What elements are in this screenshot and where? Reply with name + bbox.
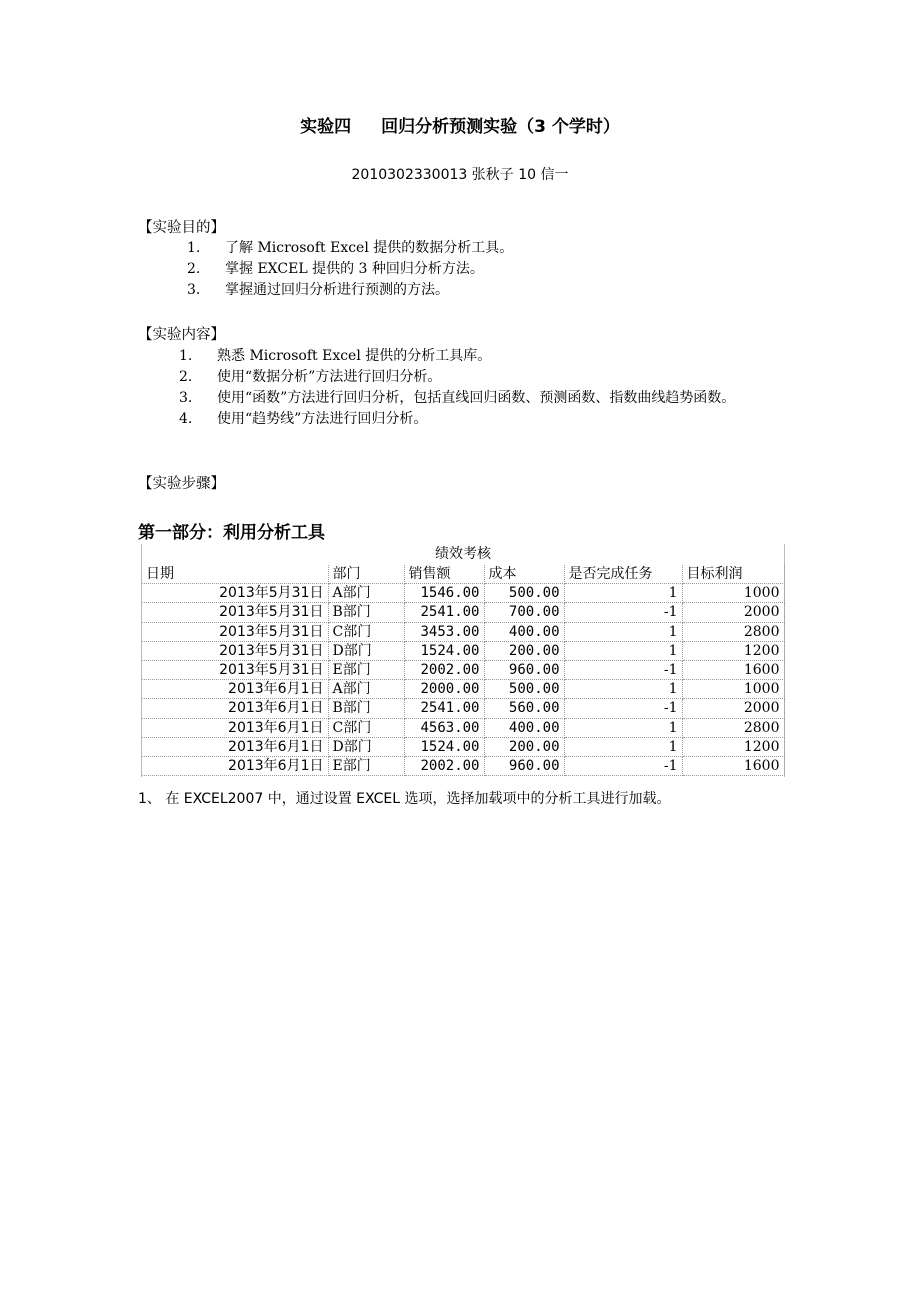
table-row — [142, 756, 784, 775]
cell-dept: E部门 — [328, 756, 404, 775]
cell-profit: 2000 — [682, 699, 784, 718]
table-row — [142, 660, 784, 679]
list-item — [179, 367, 789, 388]
cell-profit: 2800 — [682, 718, 784, 737]
header-dept: 部门 — [328, 565, 404, 584]
cell-date: 2013年5月31日 — [142, 641, 328, 660]
author-line: 2010302330013 张秋子 10 信一 — [351, 167, 569, 183]
cell-sales: 2541.00 — [404, 603, 484, 622]
cell-cost: 500.00 — [484, 680, 564, 699]
list-item — [187, 238, 747, 259]
cell-dept: D部门 — [328, 737, 404, 756]
list-text: 掌握 EXCEL 提供的 3 种回归分析方法。 — [225, 261, 484, 277]
cell-dept: A部门 — [328, 680, 404, 699]
list-number: 2. — [187, 261, 201, 277]
cell-date: 2013年6月1日 — [142, 699, 328, 718]
cell-date: 2013年5月31日 — [142, 603, 328, 622]
cell-cost: 200.00 — [484, 641, 564, 660]
cell-date: 2013年6月1日 — [142, 718, 328, 737]
cell-sales: 4563.00 — [404, 718, 484, 737]
cell-task: 1 — [564, 718, 682, 737]
header-task: 是否完成任务 — [564, 565, 682, 584]
cell-dept: E部门 — [328, 660, 404, 679]
data-table — [142, 565, 785, 776]
table-row — [142, 584, 784, 603]
cell-dept: D部门 — [328, 641, 404, 660]
content-heading: 【实验内容】 — [138, 327, 225, 343]
list-item — [179, 409, 789, 430]
cell-dept: C部门 — [328, 622, 404, 641]
list-item — [187, 280, 747, 301]
list-number: 4. — [179, 411, 193, 427]
table-row — [142, 718, 784, 737]
list-number: 2. — [179, 369, 193, 385]
list-number: 1. — [187, 240, 201, 256]
cell-task: -1 — [564, 699, 682, 718]
cell-cost: 960.00 — [484, 756, 564, 775]
list-number: 3. — [179, 390, 193, 406]
cell-date: 2013年6月1日 — [142, 680, 328, 699]
cell-cost: 560.00 — [484, 699, 564, 718]
cell-profit: 1200 — [682, 737, 784, 756]
list-text: 使用“趋势线”方法进行回归分析。 — [217, 411, 428, 427]
cell-cost: 700.00 — [484, 603, 564, 622]
cell-profit: 1200 — [682, 641, 784, 660]
table-row — [142, 737, 784, 756]
content-list — [179, 346, 789, 430]
cell-task: -1 — [564, 603, 682, 622]
list-text: 使用“数据分析”方法进行回归分析。 — [217, 369, 442, 385]
cell-profit: 2000 — [682, 603, 784, 622]
cell-dept: B部门 — [328, 699, 404, 718]
cell-task: 1 — [564, 622, 682, 641]
cell-cost: 960.00 — [484, 660, 564, 679]
cell-sales: 2000.00 — [404, 680, 484, 699]
cell-date: 2013年5月31日 — [142, 622, 328, 641]
cell-profit: 1000 — [682, 680, 784, 699]
cell-task: -1 — [564, 660, 682, 679]
list-text: 了解 Microsoft Excel 提供的数据分析工具。 — [225, 240, 514, 256]
cell-sales: 3453.00 — [404, 622, 484, 641]
cell-profit: 2800 — [682, 622, 784, 641]
purpose-list — [187, 238, 747, 301]
table-row — [142, 641, 784, 660]
cell-task: 1 — [564, 737, 682, 756]
list-text: 掌握通过回归分析进行预测的方法。 — [225, 282, 449, 298]
cell-sales: 2002.00 — [404, 660, 484, 679]
cell-sales: 2541.00 — [404, 699, 484, 718]
list-text: 熟悉 Microsoft Excel 提供的分析工具库。 — [217, 348, 492, 364]
page-title — [0, 112, 920, 137]
cell-sales: 2002.00 — [404, 756, 484, 775]
table-row — [142, 699, 784, 718]
cell-sales: 1524.00 — [404, 641, 484, 660]
cell-task: 1 — [564, 641, 682, 660]
cell-task: -1 — [564, 756, 682, 775]
header-cost: 成本 — [484, 565, 564, 584]
cell-task: 1 — [564, 584, 682, 603]
title-left: 实验四 — [300, 117, 352, 137]
list-text: 使用“函数”方法进行回归分析，包括直线回归函数、预测函数、指数曲线趋势函数。 — [217, 390, 736, 406]
cell-profit: 1000 — [682, 584, 784, 603]
title-right: 回归分析预测实验（3 个学时） — [381, 117, 620, 137]
cell-dept: C部门 — [328, 718, 404, 737]
header-sales: 销售额 — [404, 565, 484, 584]
part-title: 第一部分：利用分析工具 — [138, 523, 325, 543]
cell-date: 2013年5月31日 — [142, 584, 328, 603]
cell-dept: A部门 — [328, 584, 404, 603]
sheet-title: 绩效考核 — [435, 546, 491, 562]
cell-cost: 400.00 — [484, 622, 564, 641]
table-row — [142, 680, 784, 699]
table-row — [142, 622, 784, 641]
cell-date: 2013年5月31日 — [142, 660, 328, 679]
cell-cost: 200.00 — [484, 737, 564, 756]
cell-profit: 1600 — [682, 756, 784, 775]
spreadsheet-image — [141, 544, 785, 777]
table-row — [142, 603, 784, 622]
cell-dept: B部门 — [328, 603, 404, 622]
list-item — [179, 346, 789, 367]
list-number: 1. — [179, 348, 193, 364]
cell-cost: 400.00 — [484, 718, 564, 737]
cell-task: 1 — [564, 680, 682, 699]
list-number: 3. — [187, 282, 201, 298]
cell-sales: 1546.00 — [404, 584, 484, 603]
steps-heading: 【实验步骤】 — [138, 476, 225, 492]
header-profit: 目标利润 — [682, 565, 784, 584]
cell-date: 2013年6月1日 — [142, 737, 328, 756]
step-1-text: 1、 在 EXCEL2007 中，通过设置 EXCEL 选项，选择加载项中的分析工具进行加载。 — [138, 791, 671, 807]
cell-sales: 1524.00 — [404, 737, 484, 756]
list-item — [187, 259, 747, 280]
header-row — [142, 565, 784, 584]
header-date: 日期 — [142, 565, 328, 584]
list-item — [179, 388, 789, 409]
cell-cost: 500.00 — [484, 584, 564, 603]
cell-profit: 1600 — [682, 660, 784, 679]
cell-date: 2013年6月1日 — [142, 756, 328, 775]
purpose-heading: 【实验目的】 — [138, 220, 225, 236]
